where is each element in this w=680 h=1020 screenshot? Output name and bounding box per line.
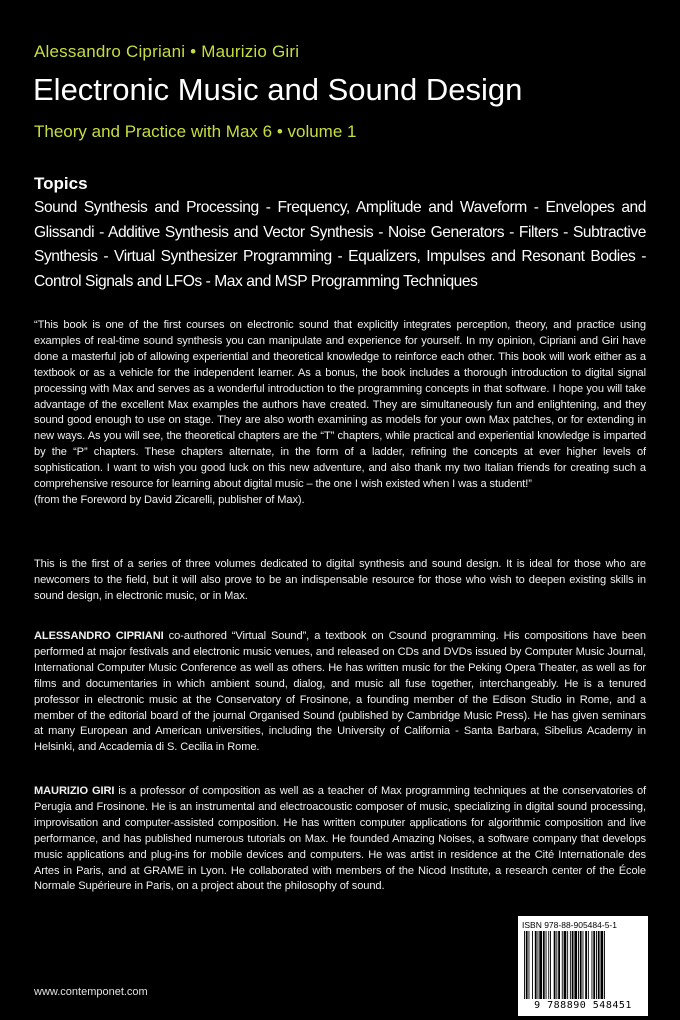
author-bio-text: co-authored “Virtual Sound”, a textbook on Csound programming. His compositions have been performed at major festivals and electronic music venues, and released on CDs and DVDs issued by Computer Music Journal, International Computer Music Conference as well as others. He has written music for the Peking Opera Theater, as well as for films and documentaries in which ambient sound, dialog, and music all fuse together, interchangeably. He is a tenured professor in electronic music at the Conservatory of Frosinone, a founding member of the Edison Studio in Rome, and a member of the editorial board of the journal Organised Sound (published by Cambridge Music Press). He has given seminars at many European and American universities, including the University of California - Santa Barbara, Sibelius Academy in Helsinki, and Accademia di S. Cecilia in Rome. (34, 630, 646, 754)
authors-line: Alessandro Cipriani • Maurizio Giri (34, 42, 300, 61)
publisher-website: www.contemponet.com (34, 986, 148, 998)
isbn-label: ISBN 978-88-905484-5-1 (522, 920, 617, 930)
foreword-attribution: (from the Foreword by David Zicarelli, publisher of Max). (34, 494, 305, 506)
author-name: MAURIZIO GIRI (34, 785, 115, 797)
book-subtitle: Theory and Practice with Max 6 • volume 1 (34, 122, 357, 141)
author-name: ALESSANDRO CIPRIANI (34, 630, 164, 642)
author-bio-text: is a professor of composition as well as a teacher of Max programming techniques at the conservatories of Perugia and Frosinone. He is an instrumental and electroacoustic composer of music, specializing in digital sound processing, improvisation and computer-assisted composition. He has written computer applications for algorithmic composition and live performance, and has published numerous tutorials on Max. He founded Amazing Noises, a software company that develops music applications and plug-ins for mobile devices and computers. He was artist in residence at the Cité Internationale des Artes in Paris, and at GRAME in Lyon. He collaborated with members of the Nicod Institute, a research center of the École Normale Supérieure in Paris, on a project about the philosophy of sound. (34, 785, 646, 893)
author-bio-cipriani (34, 629, 646, 756)
foreword-quote: “This book is one of the first courses on electronic sound that explicitly integrates perception, theory, and practice using examples of real-time sound synthesis you can manipulate and experience for yourself. In my opinion, Cipriani and Giri have done a masterful job of allowing experiential and theoretical knowledge to reinforce each other. This book will work either as a textbook or as a vehicle for the independent learner. As a bonus, the book includes a thorough introduction to digital signal processing with Max and serves as a wonderful introduction to the programming concepts in that software. I hope you will take advantage of the excellent Max examples the authors have created. They are simultaneously fun and enlightening, and they sound good enough to use on stage. They are also worth examining as models for your own Max patches, or for extending in new ways. As you will see, the theoretical chapters are the “T” chapters, while practical and experiential knowledge is imparted by the “P” chapters. These chapters alternate, in the form of a ladder, refining the concepts at ever higher levels of sophistication. I want to wish you good luck on this new adventure, and also thank my two Italian friends for creating such a comprehensive resource for learning about digital music – the one I wish existed when I was a student!” (34, 319, 646, 491)
book-title: Electronic Music and Sound Design (33, 72, 523, 107)
series-description: This is the first of a series of three volumes dedicated to digital synthesis and sound design. It is ideal for those who are newcomers to the field, but it will also prove to be an indispensable resource for those who wish to deepen existing skills in sound design, in electronic music, or in Max. (34, 558, 646, 602)
isbn-barcode-box (518, 916, 648, 1016)
author-bio-giri (34, 784, 646, 895)
barcode-icon (522, 931, 644, 999)
barcode-digits: 9 788890 548451 (534, 1000, 632, 1011)
topics-list: Sound Synthesis and Processing - Frequency, Amplitude and Waveform - Envelopes and Glissandi - Additive Synthesis and Vector Synthesis - Noise Generators - Filters - Subtractive Synthesis - Virtual Synthesizer Programming - Equalizers, Impulses and Resonant Bodies - Control Signals and LFOs - Max and MSP Programming Techniques (34, 199, 646, 290)
topics-heading: Topics (34, 174, 88, 193)
